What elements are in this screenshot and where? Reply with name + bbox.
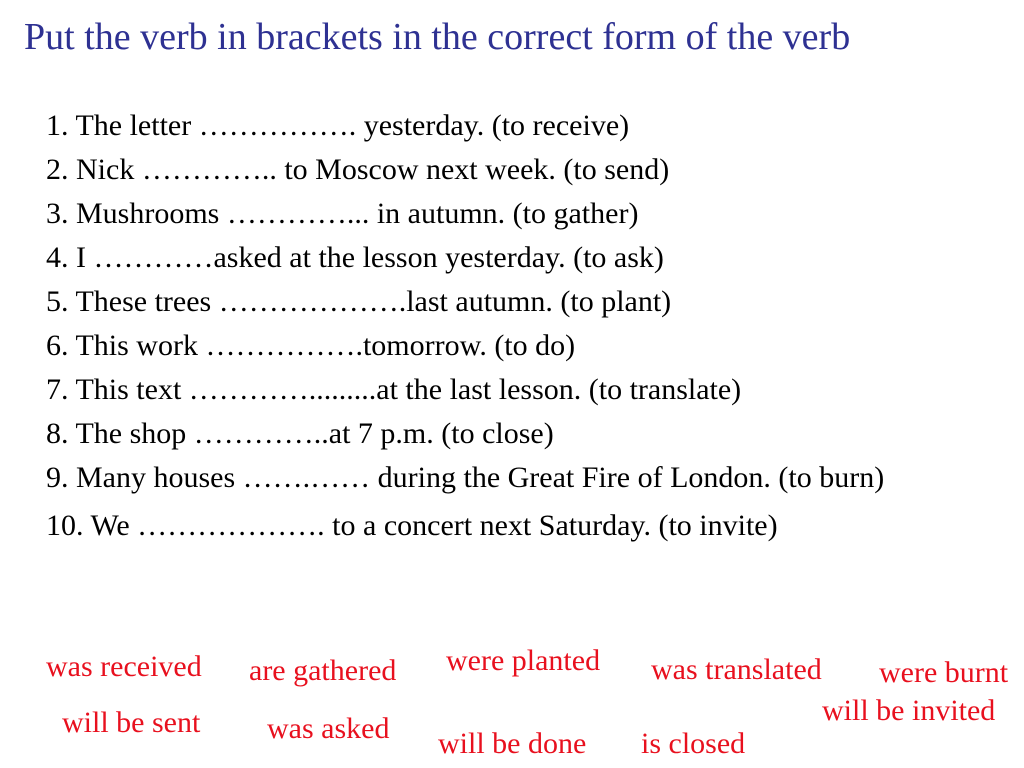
exercise-list (46, 104, 1006, 548)
answer-are-gathered: are gathered (249, 654, 397, 687)
exercise-item-4: 4. I …………asked at the lesson yesterday. (to ask) (46, 241, 664, 274)
exercise-item-7: 7. This text ………….........at the last lesson. (to translate) (46, 373, 742, 406)
answer-will-be-done: will be done (438, 727, 587, 760)
answer-were-planted: were planted (446, 644, 601, 677)
answer-was-received: was received (46, 650, 202, 683)
exercise-item-6: 6. This work …………….tomorrow. (to do) (46, 329, 576, 362)
answer-were-burnt: were burnt (879, 656, 1009, 689)
exercise-item-1: 1. The letter ……………. yesterday. (to receive) (46, 109, 630, 142)
answer-is-closed: is closed (641, 727, 746, 760)
exercise-item-10: 10. We ………………. to a concert next Saturday. (to invite) (46, 509, 778, 542)
page-title: Put the verb in brackets in the correct form of the verb (24, 16, 851, 58)
answer-was-translated: was translated (651, 653, 822, 686)
answer-was-asked: was asked (267, 712, 390, 745)
exercise-item-5: 5. These trees ……………….last autumn. (to plant) (46, 285, 672, 318)
exercise-item-8: 8. The shop …………..at 7 p.m. (to close) (46, 417, 554, 450)
exercise-item-3: 3. Mushrooms …………... in autumn. (to gather) (46, 197, 639, 230)
exercise-item-9: 9. Many houses …….…… during the Great Fire of London. (to burn) (46, 461, 885, 494)
exercise-item-2: 2. Nick ………….. to Moscow next week. (to send) (46, 153, 670, 186)
answer-will-be-invited: will be invited (822, 694, 996, 727)
answer-will-be-sent: will be sent (62, 706, 201, 739)
